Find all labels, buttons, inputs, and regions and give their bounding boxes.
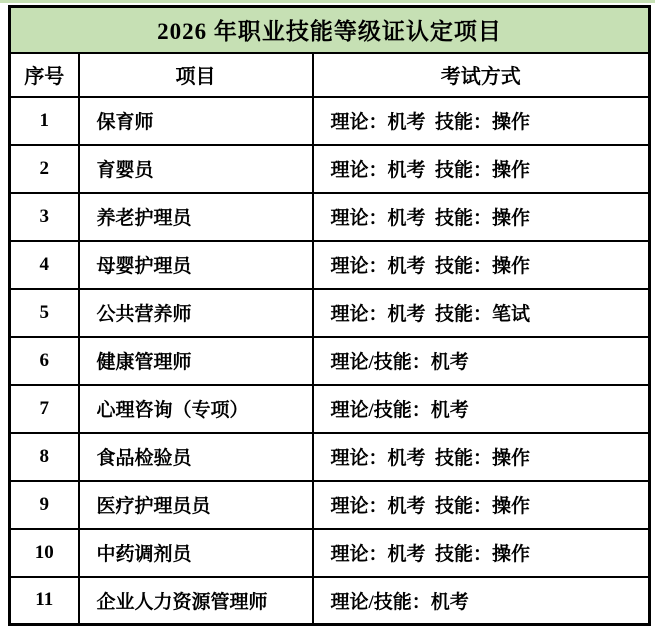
exam-method-cell: 理论/技能：机考 xyxy=(313,577,650,625)
row-number-cell: 8 xyxy=(10,433,79,481)
table-row xyxy=(10,337,650,385)
project-cell: 心理咨询（专项） xyxy=(79,385,313,433)
row-number-cell: 11 xyxy=(10,577,79,625)
project-cell: 食品检验员 xyxy=(79,433,313,481)
project-cell: 保育师 xyxy=(79,97,313,145)
exam-method-cell: 理论：机考 技能：操作 xyxy=(313,241,650,289)
col-header-project: 项目 xyxy=(79,53,313,97)
table-row xyxy=(10,529,650,577)
table-row xyxy=(10,289,650,337)
table-row xyxy=(10,385,650,433)
row-number-cell: 4 xyxy=(10,241,79,289)
project-cell: 母婴护理员 xyxy=(79,241,313,289)
table-title: 2026 年职业技能等级证认定项目 xyxy=(10,7,650,53)
table-row xyxy=(10,145,650,193)
exam-method-cell: 理论：机考 技能：操作 xyxy=(313,193,650,241)
table-row xyxy=(10,433,650,481)
exam-method-cell: 理论：机考 技能：操作 xyxy=(313,529,650,577)
project-cell: 企业人力资源管理师 xyxy=(79,577,313,625)
table-row xyxy=(10,97,650,145)
col-header-num: 序号 xyxy=(10,53,79,97)
table-row xyxy=(10,241,650,289)
project-cell: 公共营养师 xyxy=(79,289,313,337)
table-row xyxy=(10,481,650,529)
project-cell: 医疗护理员员 xyxy=(79,481,313,529)
exam-method-cell: 理论：机考 技能：操作 xyxy=(313,97,650,145)
exam-method-cell: 理论：机考 技能：笔试 xyxy=(313,289,650,337)
row-number-cell: 3 xyxy=(10,193,79,241)
project-cell: 中药调剂员 xyxy=(79,529,313,577)
table-title-row xyxy=(10,7,650,53)
exam-method-cell: 理论/技能：机考 xyxy=(313,337,650,385)
row-number-cell: 2 xyxy=(10,145,79,193)
project-cell: 育婴员 xyxy=(79,145,313,193)
column-header-row xyxy=(10,53,650,97)
certification-projects-table xyxy=(8,5,651,626)
project-cell: 健康管理师 xyxy=(79,337,313,385)
document-body xyxy=(0,3,655,626)
row-number-cell: 1 xyxy=(10,97,79,145)
exam-method-cell: 理论：机考 技能：操作 xyxy=(313,481,650,529)
exam-method-cell: 理论：机考 技能：操作 xyxy=(313,145,650,193)
exam-method-cell: 理论/技能：机考 xyxy=(313,385,650,433)
table-row xyxy=(10,193,650,241)
row-number-cell: 10 xyxy=(10,529,79,577)
row-number-cell: 7 xyxy=(10,385,79,433)
exam-method-cell: 理论：机考 技能：操作 xyxy=(313,433,650,481)
row-number-cell: 5 xyxy=(10,289,79,337)
table-row xyxy=(10,577,650,625)
project-cell: 养老护理员 xyxy=(79,193,313,241)
row-number-cell: 6 xyxy=(10,337,79,385)
col-header-exam: 考试方式 xyxy=(313,53,650,97)
row-number-cell: 9 xyxy=(10,481,79,529)
